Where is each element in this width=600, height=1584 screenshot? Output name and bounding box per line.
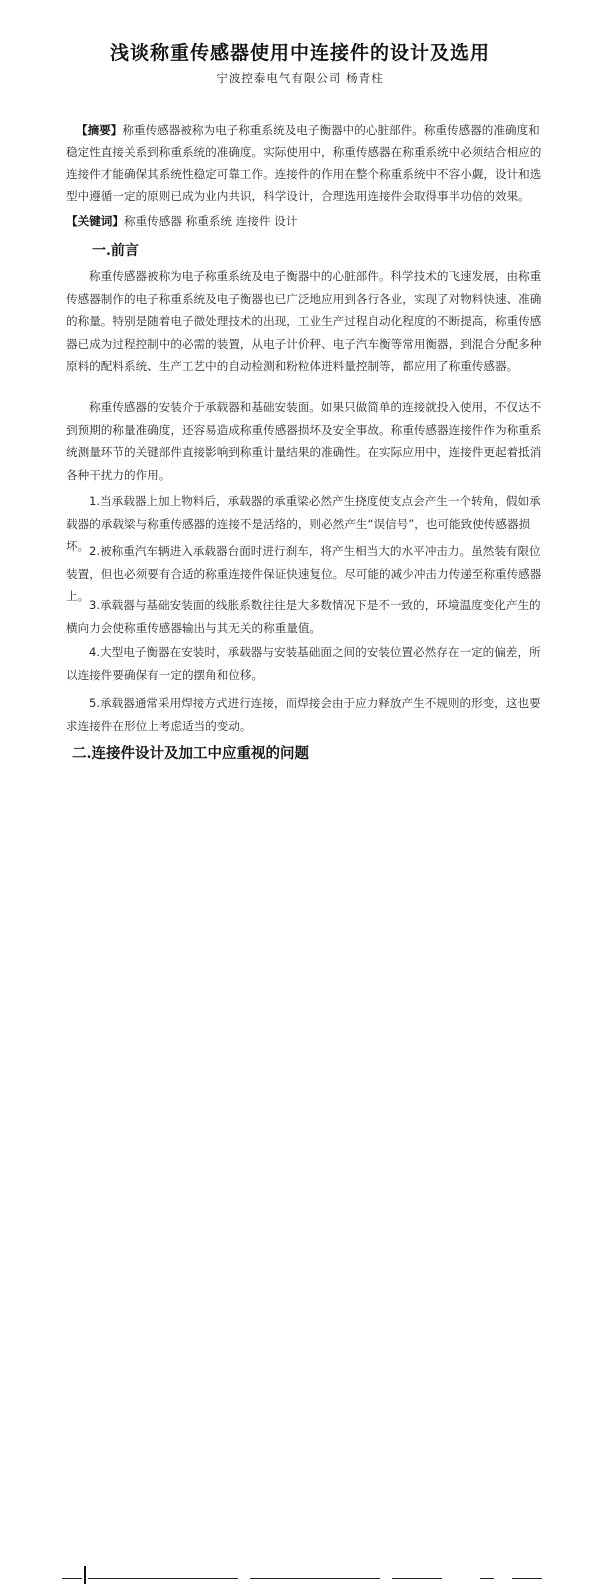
list-item: 2.被称重汽车辆进入承载器台面时进行刹车，将产生相当大的水平冲击力。虽然装有限位装置，但也必须要有合适的称重连接件保证快速复位。尽可能的减少冲击力传递至称重传感器上。 xyxy=(66,544,542,603)
divider xyxy=(62,1578,82,1579)
keywords-text: 称重传感器 称重系统 连接件 设计 xyxy=(123,214,298,228)
divider xyxy=(480,1578,494,1579)
section-heading-connector-design: 二.连接件设计及加工中应重视的问题 xyxy=(72,745,310,762)
paragraph: 称重传感器被称为电子称重系统及电子衡器中的心脏部件。科学技术的飞速发展，由称重传感器制作的电子称重系统及电子衡器也已广泛地应用到各行各业，实现了对物料快速、准确的称量。特别是随着电子微处理技术的出现，工业生产过程自动化程度的不断提高，称重传感器已成为过程控制中的必需的装置，从电子计价秤、电子汽车衡等常用衡器，到混合分配多种原料的配料系统、生产工艺中的自动检测和粉粒体进料量控制等，都应用了称重传感器。 xyxy=(66,269,542,373)
list-item: 1.当承载器上加上物料后，承载器的承重梁必然产生挠度使支点会产生一个转角，假如承载器的承载梁与称重传感器的连接不是活络的，则必然产生“误信号”，也可能致使传感器损坏。 xyxy=(66,494,541,553)
scan-footer xyxy=(0,780,600,804)
keywords-label: 【关键词】 xyxy=(66,214,124,228)
author-line: 宁波控泰电气有限公司 杨青柱 xyxy=(216,71,384,85)
list-item: 3.承载器与基础安装面的线胀系数往往是大多数情况下是不一致的，环境温度变化产生的横向力会使称重传感器输出与其无关的称重量值。 xyxy=(66,598,541,635)
divider xyxy=(250,1578,380,1579)
list-item: 4.大型电子衡器在安装时，承载器与安装基础面之间的安装位置必然存在一定的偏差，所以连接件要确保有一定的摆角和位移。 xyxy=(66,645,541,682)
section-heading-introduction: 一.前言 xyxy=(92,243,139,259)
divider xyxy=(392,1578,442,1579)
scan-mark xyxy=(84,1566,86,1584)
divider xyxy=(88,1578,238,1579)
divider xyxy=(512,1578,542,1579)
abstract-label: 【摘要】 xyxy=(76,123,123,137)
abstract xyxy=(66,119,546,207)
keywords xyxy=(66,210,546,232)
paper-title: 浅谈称重传感器使用中连接件的设计及选用 xyxy=(109,42,490,64)
paragraph: 称重传感器的安装介于承载器和基础安装面。如果只做简单的连接就投入使用，不仅达不到预期的称量准确度，还容易造成称重传感器损坏及安全事故。称重传感器连接件作为称重系统测量环节的关键部件直接影响到称重计量结果的准确性。在实际应用中，连接件更起着抵消各种干扰力的作用。 xyxy=(66,400,542,482)
abstract-text: 称重传感器被称为电子称重系统及电子衡器中的心脏部件。称重传感器的准确度和稳定性直接关系到称重系统的准确度。实际使用中，称重传感器在称重系统中必须结合相应的连接件才能确保其系统性稳定可靠工作。连接件的作用在整个称重系统中不容小觑，设计和选型中遵循一定的原则已成为业内共识，科学设计，合理选用连接件会取得事半功倍的效果。 xyxy=(66,123,542,203)
list-item: 5.承载器通常采用焊接方式进行连接，而焊接会由于应力释放产生不规则的形变，这也要求连接件在形位上考虑适当的变动。 xyxy=(66,696,541,733)
